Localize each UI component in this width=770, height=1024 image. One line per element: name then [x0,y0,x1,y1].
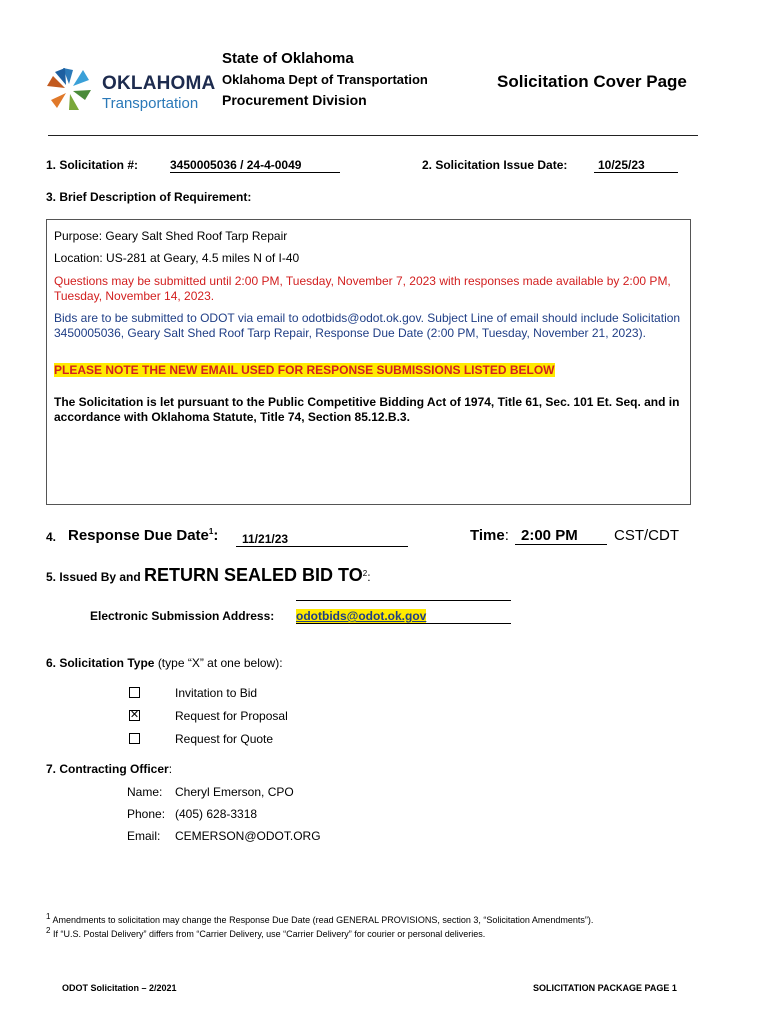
footnote-2 [46,926,485,939]
issued-by-colon: : [367,570,371,584]
header-dept: Oklahoma Dept of Transportation [222,72,428,87]
response-due-text: Response Due Date [68,527,209,544]
option-request-for-proposal: Request for Proposal [175,709,288,723]
option-request-for-quote: Request for Quote [175,732,274,746]
description-label: 3. Brief Description of Requirement: [46,190,252,204]
issued-by-label [46,565,371,586]
description-notice [54,363,555,378]
solicitation-type-label [46,656,283,670]
officer-email-value: CEMERSON@ODOT.ORG [175,829,321,843]
footnote-2-num: 2 [46,926,51,935]
solicitation-number-label: 1. Solicitation #: [46,158,139,172]
time-label [470,527,509,544]
description-bids: Bids are to be submitted to ODOT via email to odotbids@odot.ok.gov. Subject Line of email should include Solicitation 3450005036, Geary Salt Shed Roof Tarp Repair, Response Due Date (2:00 PM, Tuesday, November 21, 2023). [54,311,681,340]
contracting-officer-colon: : [168,762,173,776]
footnote-1-num: 1 [46,912,51,921]
officer-phone-value: (405) 628-3318 [175,807,258,821]
footnote-1-text: Amendments to solicitation may change the Response Due Date (read GENERAL PROVISIONS, section 3, “Solicitation Amendments”). [52,915,594,925]
response-number: 4. [46,530,57,544]
header-divider [48,135,698,136]
issued-by-big: RETURN SEALED BID TO [144,565,363,585]
response-due-colon: : [213,527,219,544]
solicitation-type-hint: (type “X” at one below): [157,656,283,670]
issue-date-value: 10/25/23 [594,158,678,173]
notice-highlight: PLEASE NOTE THE NEW EMAIL USED FOR RESPONSE SUBMISSIONS LISTED BELOW [54,363,555,377]
submission-address-field [296,609,511,624]
time-colon: : [504,527,509,544]
odot-logo [47,64,99,114]
page-title: Solicitation Cover Page [497,72,687,91]
officer-name-value: Cheryl Emerson, CPO [175,785,294,799]
logo-word-transportation: Transportation [102,95,199,112]
footer-right: SOLICITATION PACKAGE PAGE 1 [533,983,677,993]
submission-address-label: Electronic Submission Address: [90,609,275,623]
response-due-label [68,527,218,544]
response-due-date-value: 11/21/23 [236,532,408,547]
description-questions: Questions may be submitted until 2:00 PM, Tuesday, November 7, 2023 with responses made available by 2:00 PM, Tuesday, November 14, 2023. [54,274,671,303]
description-purpose: Purpose: Geary Salt Shed Roof Tarp Repair [54,229,288,243]
description-location: Location: US-281 at Geary, 4.5 miles N of I-40 [54,251,300,265]
contracting-officer-label [46,762,172,776]
checkbox-request-for-quote[interactable] [129,733,140,744]
footnote-ref-1: 1 [208,527,214,536]
issue-date-label: 2. Solicitation Issue Date: [422,158,568,172]
logo-word-oklahoma: OKLAHOMA [102,73,216,94]
header-state: State of Oklahoma [222,50,354,67]
footnote-ref-2: 2 [362,569,368,578]
time-value: 2:00 PM [515,527,607,545]
officer-email-label: Email: [127,829,161,843]
time-label-text: Time [470,527,505,544]
contracting-officer-text: 7. Contracting Officer [46,762,169,776]
submission-address-link[interactable]: odotbids@odot.ok.gov [296,609,427,623]
checkbox-request-for-proposal[interactable]: ✕ [129,709,140,721]
description-statute: The Solicitation is let pursuant to the Public Competitive Bidding Act of 1974, Title 61, Sec. 101 Et. Seq. and in accordance with Oklahoma Statute, Title 74, Section 85.12.B.3. [54,395,680,424]
issued-by-line [296,600,511,601]
header-division: Procurement Division [222,92,367,108]
solicitation-number-value: 3450005036 / 24-4-0049 [170,158,340,173]
option-invitation-to-bid: Invitation to Bid [175,686,258,700]
checkbox-invitation-to-bid[interactable] [129,687,140,698]
star-burst-icon [47,64,99,114]
officer-phone-label: Phone: [127,807,166,821]
solicitation-type-text: 6. Solicitation Type [46,656,155,670]
officer-name-label: Name: [127,785,163,799]
footnote-2-text: If “U.S. Postal Delivery” differs from “Carrier Delivery, use “Carrier Delivery” for courier or personal deliveries. [52,929,486,939]
footer-left: ODOT Solicitation – 2/2021 [62,983,177,993]
footnote-1 [46,912,593,925]
timezone: CST/CDT [614,527,679,544]
issued-by-small: 5. Issued By and [46,570,141,584]
